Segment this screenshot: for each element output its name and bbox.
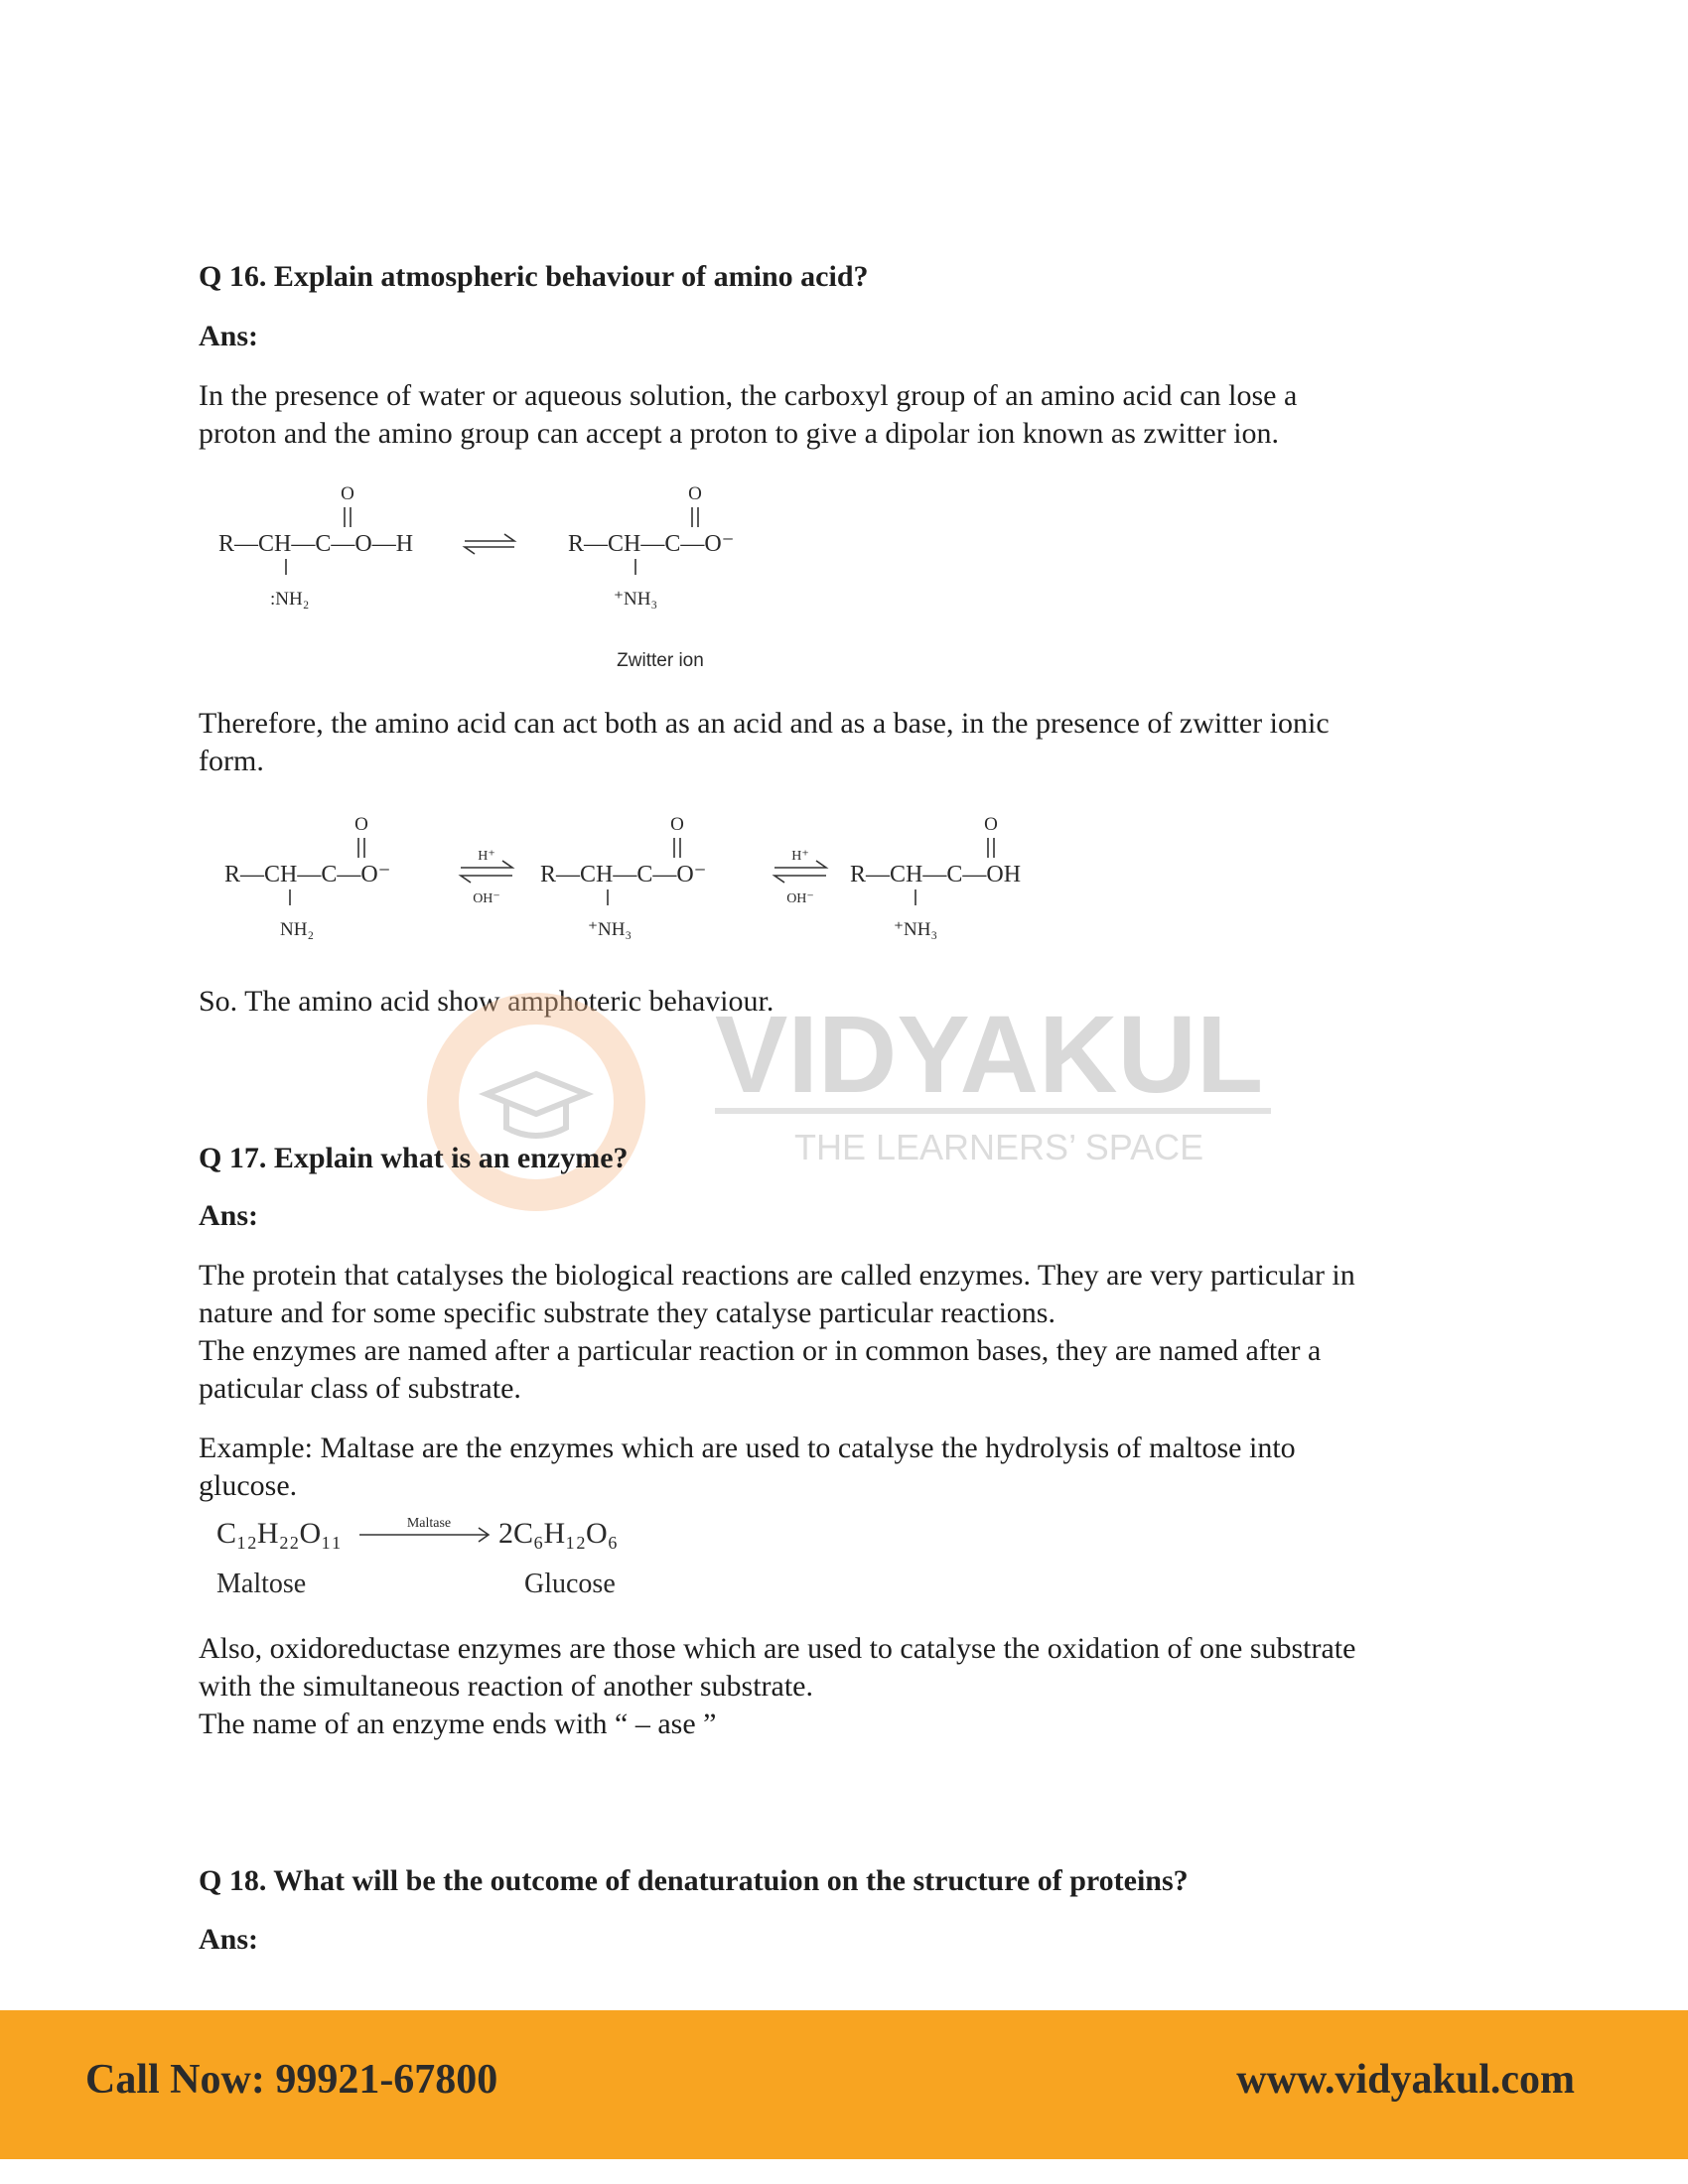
fig2-form3: R—CH—C—OH [850,862,1022,887]
fig2-equilibrium-arrow-1 [461,861,512,883]
q17-ans-label: Ans: [199,1199,259,1232]
fig1-left-amine: :NH₂ [270,589,310,610]
q17-example-line1: Example: Maltase are the enzymes which are used to catalyse the hydrolysis of maltose into [199,1432,1296,1464]
q16-para1-line1: In the presence of water or aqueous solution, the carboxyl group of an amino acid can lose a [199,379,1298,412]
fig1-right-formula: R—CH—C—O⁻ [568,531,735,557]
fig2-form3-ammonium: ⁺NH₃ [894,919,938,940]
q16-para2-line2: form. [199,745,264,777]
q17-example-line2: glucose. [199,1469,298,1502]
fig2-form1: R—CH—C—O⁻ [224,862,391,887]
watermark-tagline: THE LEARNERS’ SPACE [794,1127,1204,1167]
website-link[interactable]: www.vidyakul.com [1236,2057,1575,2103]
q16-para1-line2: proton and the amino group can accept a proton to give a dipolar ion known as zwitter ion. [199,417,1280,450]
vidyakul-watermark [417,983,1291,1241]
q17-para2-line1: Also, oxidoreductase enzymes are those which are used to catalyse the oxidation of one substrate [199,1632,1356,1665]
amphoteric-figure [199,802,1092,971]
watermark-logo-icon [427,993,645,1211]
q16-paragraph-1 [199,377,1509,453]
q18-title: Q 18. What will be the outcome of denaturatuion on the structure of proteins? [199,1864,1189,1897]
q17-paragraph-2 [199,1630,1509,1743]
fig1-right-ammonium: ⁺NH₃ [614,589,658,610]
fig1-caption: Zwitter ion [617,650,704,671]
fig1-left-formula: R—CH—C—O—H [218,531,414,557]
q16-conclusion: So. The amino acid show amphoteric behaviour. [199,985,774,1018]
fig1-left-oxygen: O [341,483,354,504]
fig2-form2: R—CH—C—O⁻ [540,862,707,887]
fig2-form2-oxygen: O [670,814,684,835]
watermark-brand: VIDYAKUL [715,994,1264,1116]
eq-arrow-label: Maltase [406,1516,452,1531]
fig2-arrow1-top: H⁺ [478,849,495,864]
fig2-form3-oxygen: O [984,814,998,835]
fig2-form2-ammonium: ⁺NH₃ [588,919,633,940]
fig2-equilibrium-arrow-2 [774,861,826,883]
q17-title: Q 17. Explain what is an enzyme? [199,1142,629,1174]
eq-product-name: Glucose [524,1569,616,1599]
q17-para1-line2: nature and for some specific substrate they catalyse particular reactions. [199,1297,1055,1329]
q17-example [199,1430,1509,1505]
eq-product: 2C₆H₁₂O₆ [498,1517,619,1550]
fig1-equilibrium-arrow [465,534,514,554]
fig2-form1-amine: NH₂ [280,919,315,940]
q16-para2-line1: Therefore, the amino acid can act both as an acid and as a base, in the presence of zwitter ionic [199,707,1330,740]
q17-para1-line1: The protein that catalyses the biological reactions are called enzymes. They are very particular in [199,1259,1355,1292]
fig2-arrow2-bottom: OH⁻ [786,891,814,906]
fig1-right-oxygen: O [688,483,702,504]
watermark-graphic [417,983,1291,1241]
q17-para1-line4: paticular class of substrate. [199,1372,521,1405]
q17-para2-line2: with the simultaneous reaction of another substrate. [199,1670,813,1703]
eq-reactant-name: Maltose [216,1569,307,1599]
footer-banner [0,2010,1688,2159]
maltose-hydrolysis-equation [209,1507,665,1606]
q17-paragraph-1 [199,1257,1509,1408]
zwitter-ion-figure [199,472,834,690]
q16-ans-label: Ans: [199,320,259,352]
call-now-text: Call Now: 99921-67800 [85,2057,498,2103]
q17-para1-line3: The enzymes are named after a particular reaction or in common bases, they are named after a [199,1334,1322,1367]
q18-ans-label: Ans: [199,1923,259,1956]
eq-reactant: C₁₂H₂₂O₁₁ [216,1517,343,1550]
q16-title: Q 16. Explain atmospheric behaviour of amino acid? [199,260,869,293]
q17-para2-line3: The name of an enzyme ends with “ – ase ” [199,1707,717,1740]
fig2-form1-oxygen: O [354,814,368,835]
q16-paragraph-2 [199,705,1509,780]
fig2-arrow2-top: H⁺ [791,849,809,864]
fig2-arrow1-bottom: OH⁻ [473,891,500,906]
